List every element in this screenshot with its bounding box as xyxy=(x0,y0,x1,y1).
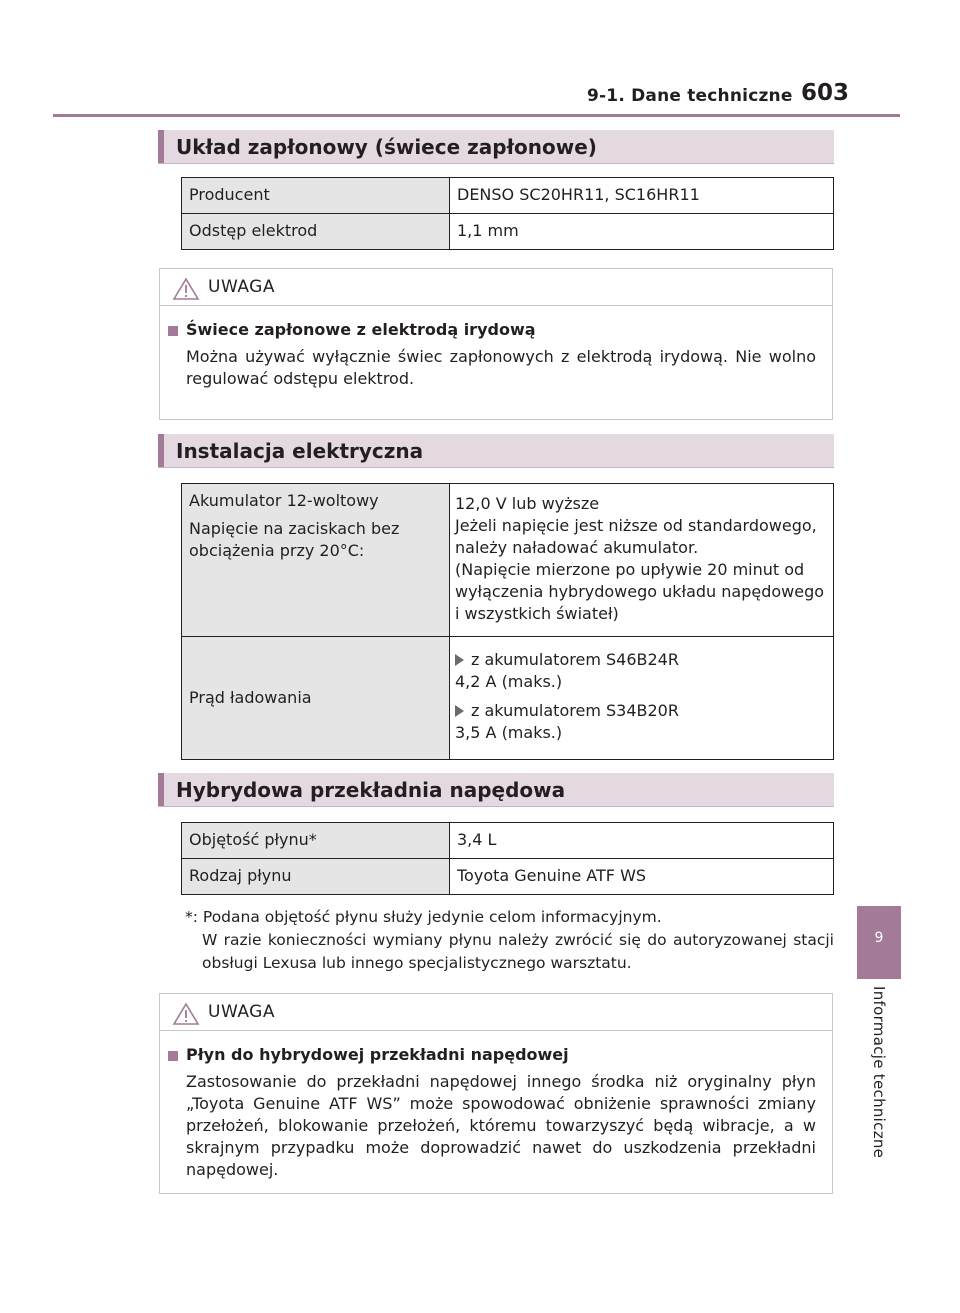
heading-accent-bar xyxy=(158,773,164,806)
battery-value-line-1: 12,0 V lub wyższe xyxy=(455,494,600,513)
section-heading-electrical xyxy=(158,434,834,468)
charge-value-cell xyxy=(450,637,834,760)
battery-label-line-2: Napięcie na zaciskach bez obciążenia przy 20°C: xyxy=(189,519,400,560)
table-row xyxy=(182,637,834,760)
table-row xyxy=(182,178,834,214)
warning-header xyxy=(160,269,832,306)
section-title: Instalacja elektryczna xyxy=(176,439,424,463)
section-title: Układ zapłonowy (świece zapłonowe) xyxy=(176,135,597,159)
battery-value-line-3: (Napięcie mierzone po upływie 20 minut od wyłączenia hybrydowego układu napędowego i wszystkich świateł) xyxy=(455,560,825,623)
warning-label: UWAGA xyxy=(208,277,275,297)
warning-body xyxy=(160,306,832,390)
row-value: 3,4 L xyxy=(450,823,834,859)
footnote xyxy=(185,906,834,975)
warning-triangle-icon xyxy=(172,277,200,301)
list-item xyxy=(455,700,826,722)
warning-box-transmission-fluid xyxy=(159,993,833,1194)
arrow-bullet-icon xyxy=(455,705,464,717)
heading-accent-bar xyxy=(158,434,164,467)
row-label: Objętość płynu* xyxy=(182,823,450,859)
transmission-spec-table xyxy=(181,822,834,895)
list-item xyxy=(455,649,826,671)
page-number: 603 xyxy=(801,80,850,106)
charge-item-name: z akumulatorem S34B20R xyxy=(471,701,679,720)
warning-subtitle: Płyn do hybrydowej przekładni napędowej xyxy=(186,1045,569,1064)
charge-item-value: 4,2 A (maks.) xyxy=(455,672,563,691)
table-row xyxy=(182,859,834,895)
header-divider xyxy=(53,114,900,117)
battery-label-cell xyxy=(182,484,450,637)
section-heading-transmission xyxy=(158,773,834,807)
charge-label: Prąd ładowania xyxy=(182,637,450,760)
row-label: Odstęp elektrod xyxy=(182,214,450,250)
footnote-line-1: *: Podana objętość płynu służy jedynie celom informacyjnym. xyxy=(185,908,662,926)
chapter-number: 9 xyxy=(874,930,884,946)
warning-body xyxy=(160,1031,832,1181)
battery-value-cell xyxy=(450,484,834,637)
warning-text: Można używać wyłącznie świec zapłonowych z elektrodą irydową. Nie wolno regulować odstępu elektrod. xyxy=(186,347,816,388)
row-value: 1,1 mm xyxy=(450,214,834,250)
warning-subtitle: Świece zapłonowe z elektrodą irydową xyxy=(186,320,536,339)
warning-triangle-icon xyxy=(172,1002,200,1026)
section-title: Hybrydowa przekładnia napędowa xyxy=(176,778,566,802)
ignition-spec-table xyxy=(181,177,834,250)
section-heading-ignition xyxy=(158,130,834,164)
heading-accent-bar xyxy=(158,130,164,163)
row-value: Toyota Genuine ATF WS xyxy=(450,859,834,895)
electrical-spec-table xyxy=(181,483,834,760)
charge-item-value: 3,5 A (maks.) xyxy=(455,723,563,742)
battery-label-line-1: Akumulator 12-woltowy xyxy=(189,491,379,510)
table-row xyxy=(182,823,834,859)
warning-box-spark-plugs xyxy=(159,268,833,420)
warning-header xyxy=(160,994,832,1031)
header-section-title: 9-1. Dane techniczne xyxy=(587,86,793,106)
table-row xyxy=(182,484,834,637)
square-bullet-icon xyxy=(168,1051,178,1061)
warning-text: Zastosowanie do przekładni napędowej innego środka niż oryginalny płyn „Toyota Genuine ATF WS” może spowodować obniżenie sprawności zmiany przełożeń, blokowanie przełożeń, któremu towarzyszyć będą wibracje, a w skrajnym przypadku może doprowadzić nawet do uszkodzenia przekładni napędowej. xyxy=(186,1072,816,1179)
chapter-label: Informacje techniczne xyxy=(870,986,888,1159)
battery-value-line-2: Jeżeli napięcie jest niższe od standardowego, należy naładować akumulator. xyxy=(455,516,817,557)
charge-item-name: z akumulatorem S46B24R xyxy=(471,650,679,669)
footnote-line-2: W razie konieczności wymiany płynu należy zwrócić się do autoryzowanej stacji obsługi Lexusa lub innego specjalistycznego warsztatu. xyxy=(202,931,834,972)
arrow-bullet-icon xyxy=(455,654,464,666)
warning-label: UWAGA xyxy=(208,1002,275,1022)
row-value: DENSO SC20HR11, SC16HR11 xyxy=(450,178,834,214)
table-row xyxy=(182,214,834,250)
row-label: Rodzaj płynu xyxy=(182,859,450,895)
row-label: Producent xyxy=(182,178,450,214)
square-bullet-icon xyxy=(168,326,178,336)
